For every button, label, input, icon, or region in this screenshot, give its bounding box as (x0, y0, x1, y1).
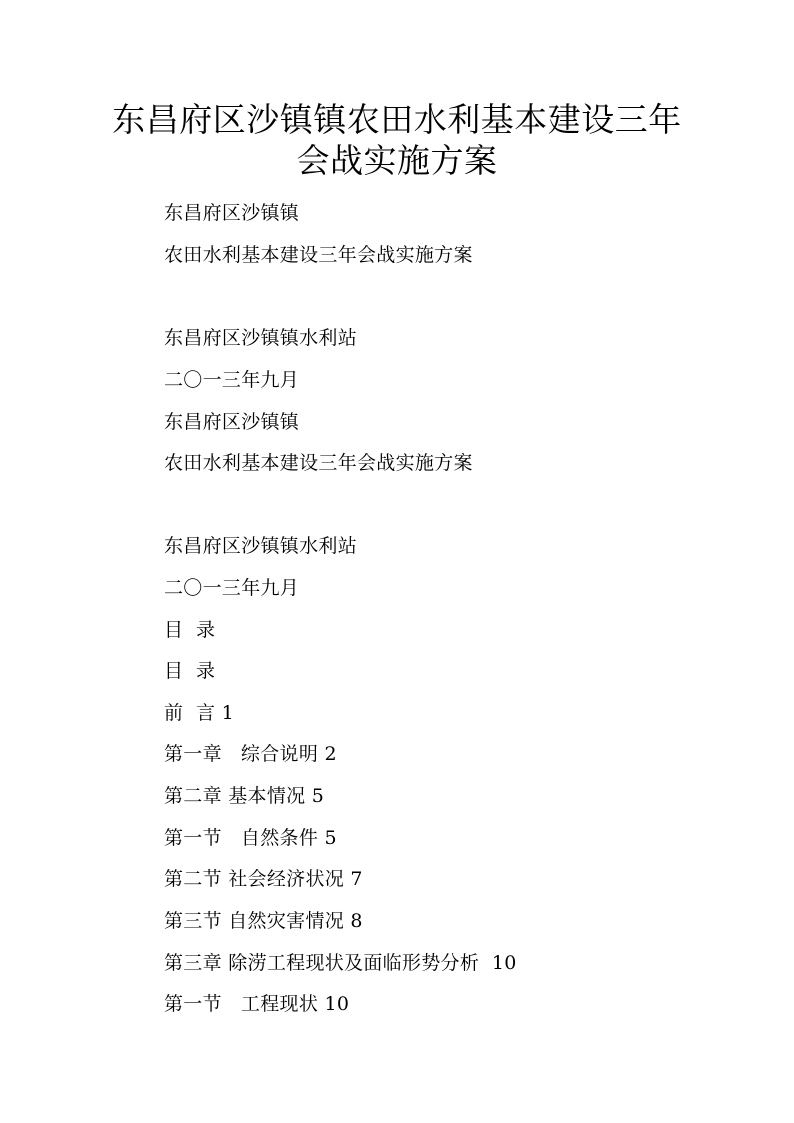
toc-entry: 第一节 工程现状 10 (164, 993, 350, 1015)
cover-plan-title: 农田水利基本建设三年会战实施方案 (164, 244, 473, 266)
toc-entry: 第一章 综合说明 2 (164, 743, 337, 765)
document-title-line-2: 会战实施方案 (296, 141, 498, 180)
toc-heading: 目 录 (164, 619, 216, 641)
toc-entry: 第二章 基本情况 5 (164, 785, 325, 807)
toc-entry: 第三节 自然灾害情况 8 (164, 910, 363, 932)
toc-entry: 前 言 1 (164, 702, 235, 724)
cover-org-name: 东昌府区沙镇镇 (164, 202, 300, 224)
cover-issuer-repeat: 东昌府区沙镇镇水利站 (164, 535, 358, 557)
cover-date: 二〇一三年九月 (164, 369, 300, 391)
cover-plan-title-repeat: 农田水利基本建设三年会战实施方案 (164, 452, 473, 474)
cover-issuer: 东昌府区沙镇镇水利站 (164, 327, 358, 349)
cover-org-name-repeat: 东昌府区沙镇镇 (164, 411, 300, 433)
toc-entry: 第二节 社会经济状况 7 (164, 868, 363, 890)
cover-date-repeat: 二〇一三年九月 (164, 577, 300, 599)
document-title-line-1: 东昌府区沙镇镇农田水利基本建设三年 (112, 100, 682, 139)
toc-entry: 第三章 除涝工程现状及面临形势分析 10 (164, 952, 517, 974)
toc-heading-repeat: 目 录 (164, 660, 216, 682)
toc-entry: 第一节 自然条件 5 (164, 827, 337, 849)
